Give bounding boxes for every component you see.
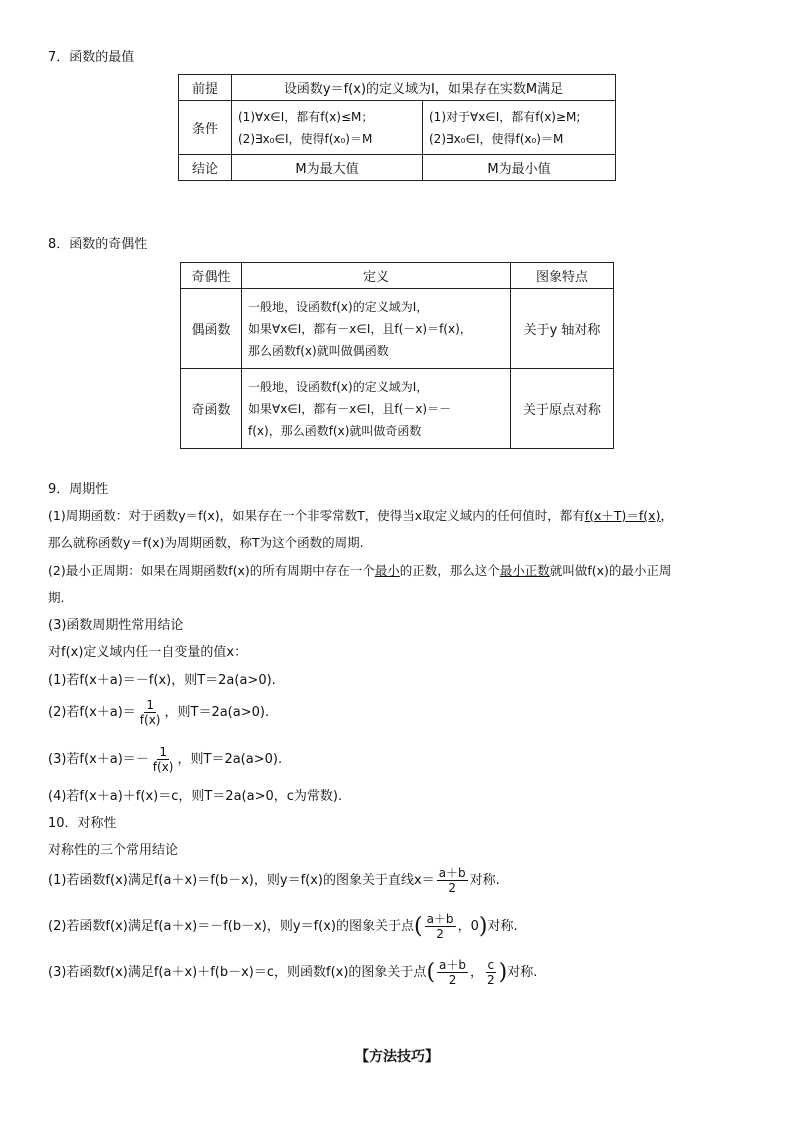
premise-value: 设函数y＝f(x)的定义域为I，如果存在实数M满足 (232, 75, 616, 101)
right-paren: ) (478, 913, 488, 939)
fraction: $\frac{a+b}{2}$ (438, 866, 466, 895)
symmetry-intro: 对称性的三个常用结论 (48, 843, 179, 858)
even-label: 偶函数 (181, 289, 242, 369)
fraction: $\frac{1}{f(x)}$ (139, 698, 161, 727)
periodic-rule-3: (3)若f(x＋a)＝－ $\frac{1}{f(x)}$ ，则T＝2a(a>0). (48, 745, 283, 774)
fraction: $\frac{1}{f(x)}$ (152, 745, 174, 774)
left-paren: ( (426, 959, 436, 985)
odd-definition: 一般地，设函数f(x)的定义域为I， 如果∀x∈I，都有－x∈I，且f(－x)＝－ f(x)，那么函数f(x)就叫做奇函数 (242, 369, 511, 449)
periodic-intro: 对f(x)定义域内任一自变量的值x： (48, 645, 248, 660)
conclusion-label: 结论 (179, 155, 232, 181)
right-paren: ) (498, 959, 508, 985)
max-condition: (1)∀x∈I，都有f(x)≤M； (2)∃x₀∈I，使得f(x₀)＝M (232, 101, 423, 155)
periodic-def-line1: (1)周期函数：对于函数y＝f(x)，如果存在一个非零常数T，使得当x取定义域内的任何值时，都有f(x＋T)＝f(x)， (48, 508, 673, 523)
condition-label: 条件 (179, 101, 232, 155)
min-period-line1: (2)最小正周期：如果在周期函数f(x)的所有周期中存在一个最小的正数，那么这个最小正数就叫做f(x)的最小正周 (48, 563, 672, 578)
periodic-conclusions-title: (3)函数周期性常用结论 (48, 618, 184, 633)
odd-feature: 关于原点对称 (511, 369, 614, 449)
method-tips-title: 【方法技巧】 (355, 1049, 439, 1065)
fraction: $\frac{a+b}{2}$ (439, 958, 467, 987)
even-feature: 关于y 轴对称 (511, 289, 614, 369)
even-definition: 一般地，设函数f(x)的定义域为I， 如果∀x∈I，都有－x∈I，且f(－x)＝f(x)， 那么函数f(x)就叫做偶函数 (242, 289, 511, 369)
parity-header: 奇偶性 (181, 263, 242, 289)
section-7-heading: 7．函数的最值 (48, 50, 135, 65)
parity-table (180, 262, 614, 449)
symmetry-rule-2: (2)若函数f(x)满足f(a＋x)＝－f(b－x)，则y＝f(x)的图象关于点 ( $\frac{a+b}{2}$ ，0 ) 对称. (48, 912, 518, 941)
periodic-def-line2: 那么就称函数y＝f(x)为周期函数，称T为这个函数的周期. (48, 535, 364, 550)
extremum-table (178, 74, 616, 181)
premise-label: 前提 (179, 75, 232, 101)
periodic-rule-1: (1)若f(x＋a)＝－f(x)，则T＝2a(a>0). (48, 673, 276, 688)
periodic-rule-2: (2)若f(x＋a)＝ $\frac{1}{f(x)}$ ，则T＝2a(a>0). (48, 698, 270, 727)
max-conclusion: M为最大值 (232, 155, 423, 181)
definition-header: 定义 (242, 263, 511, 289)
fraction: $\frac{c}{2}$ (487, 958, 495, 987)
min-period-line2: 期. (48, 590, 65, 605)
min-conclusion: M为最小值 (423, 155, 616, 181)
symmetry-rule-3: (3)若函数f(x)满足f(a＋x)＋f(b－x)＝c，则函数f(x)的图象关于点 ( $\frac{a+b}{2}$ ， $\frac{c}{2}$ ) 对称. (48, 958, 538, 987)
fraction: $\frac{a+b}{2}$ (426, 912, 454, 941)
section-10-heading: 10．对称性 (48, 816, 117, 831)
min-condition: (1)对于∀x∈I，都有f(x)≥M; (2)∃x₀∈I，使得f(x₀)＝M (423, 101, 616, 155)
periodic-rule-4: (4)若f(x＋a)＋f(x)＝c，则T＝2a(a>0，c为常数). (48, 789, 343, 804)
symmetry-rule-1: (1)若函数f(x)满足f(a＋x)＝f(b－x)，则y＝f(x)的图象关于直线x＝ $\frac{a+b}{2}$ 对称. (48, 866, 500, 895)
section-9-heading: 9．周期性 (48, 482, 109, 497)
feature-header: 图象特点 (511, 263, 614, 289)
left-paren: ( (413, 913, 423, 939)
odd-label: 奇函数 (181, 369, 242, 449)
section-8-heading: 8．函数的奇偶性 (48, 237, 148, 252)
